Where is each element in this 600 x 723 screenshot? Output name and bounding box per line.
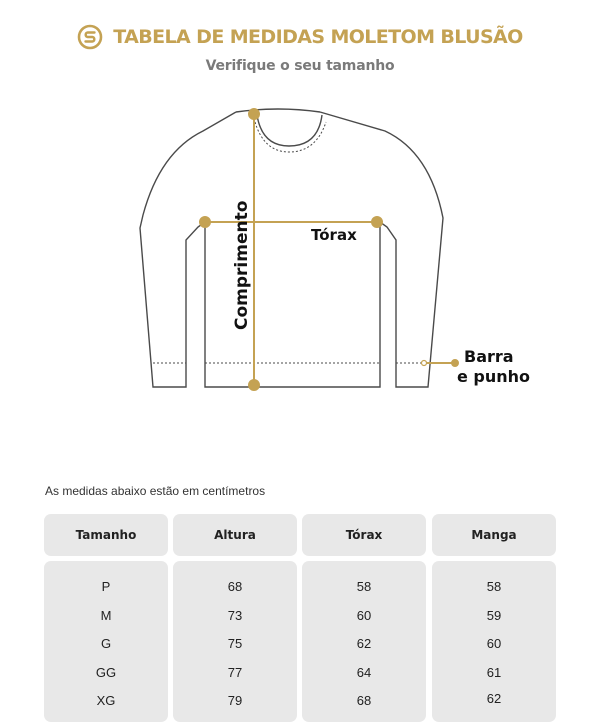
units-note: As medidas abaixo estão em centímetros <box>45 484 266 498</box>
chest-label: Tórax <box>311 226 357 244</box>
column-chest <box>302 561 426 722</box>
cell-height: 68 <box>227 579 243 594</box>
length-bottom-marker <box>249 380 259 390</box>
cell-sleeve: 62 <box>486 691 502 706</box>
cell-chest: 64 <box>356 665 372 680</box>
cell-chest: 62 <box>356 636 372 651</box>
column-size <box>44 561 168 722</box>
cell-height: 77 <box>227 665 243 680</box>
column-height <box>173 561 297 722</box>
cuff-label-line1: Barra <box>464 347 514 366</box>
page-subtitle: Verifique o seu tamanho <box>205 58 395 74</box>
cell-size: XG <box>96 693 116 708</box>
sweatshirt-outline <box>140 109 443 387</box>
chest-right-marker <box>372 217 382 227</box>
cell-height: 73 <box>227 608 243 623</box>
header-size-label: Tamanho <box>75 528 137 542</box>
chest-left-marker <box>200 217 210 227</box>
header-sleeve-label: Manga <box>471 528 517 542</box>
header-height-label: Altura <box>214 528 256 542</box>
header <box>0 24 600 74</box>
title-row <box>0 24 600 50</box>
cell-sleeve: 60 <box>486 636 502 651</box>
length-label: Comprimento <box>232 200 252 330</box>
cuff-marker <box>422 361 427 366</box>
sweatshirt-diagram <box>0 95 600 405</box>
cell-height: 75 <box>227 636 243 651</box>
cell-chest: 68 <box>356 693 372 708</box>
cell-sleeve: 59 <box>486 608 502 623</box>
header-size <box>44 514 168 556</box>
header-chest-label: Tórax <box>345 528 383 542</box>
column-sleeve <box>432 561 556 722</box>
header-sleeve <box>432 514 556 556</box>
header-height <box>173 514 297 556</box>
header-chest <box>302 514 426 556</box>
length-top-marker <box>249 109 259 119</box>
cell-size: GG <box>95 665 117 680</box>
cuff-label-marker <box>452 360 458 366</box>
cell-size: P <box>101 579 111 594</box>
brand-logo-icon <box>77 24 103 50</box>
cell-sleeve: 61 <box>486 665 502 680</box>
rib-lines <box>153 122 428 363</box>
cuff-label-line2: e punho <box>457 367 531 386</box>
cell-chest: 58 <box>356 579 372 594</box>
cell-height: 79 <box>227 693 243 708</box>
cell-size: M <box>100 608 112 623</box>
cell-sleeve: 58 <box>486 579 502 594</box>
page-title: TABELA DE MEDIDAS MOLETOM BLUSÃO <box>113 26 523 48</box>
cell-size: G <box>100 636 112 651</box>
cell-chest: 60 <box>356 608 372 623</box>
